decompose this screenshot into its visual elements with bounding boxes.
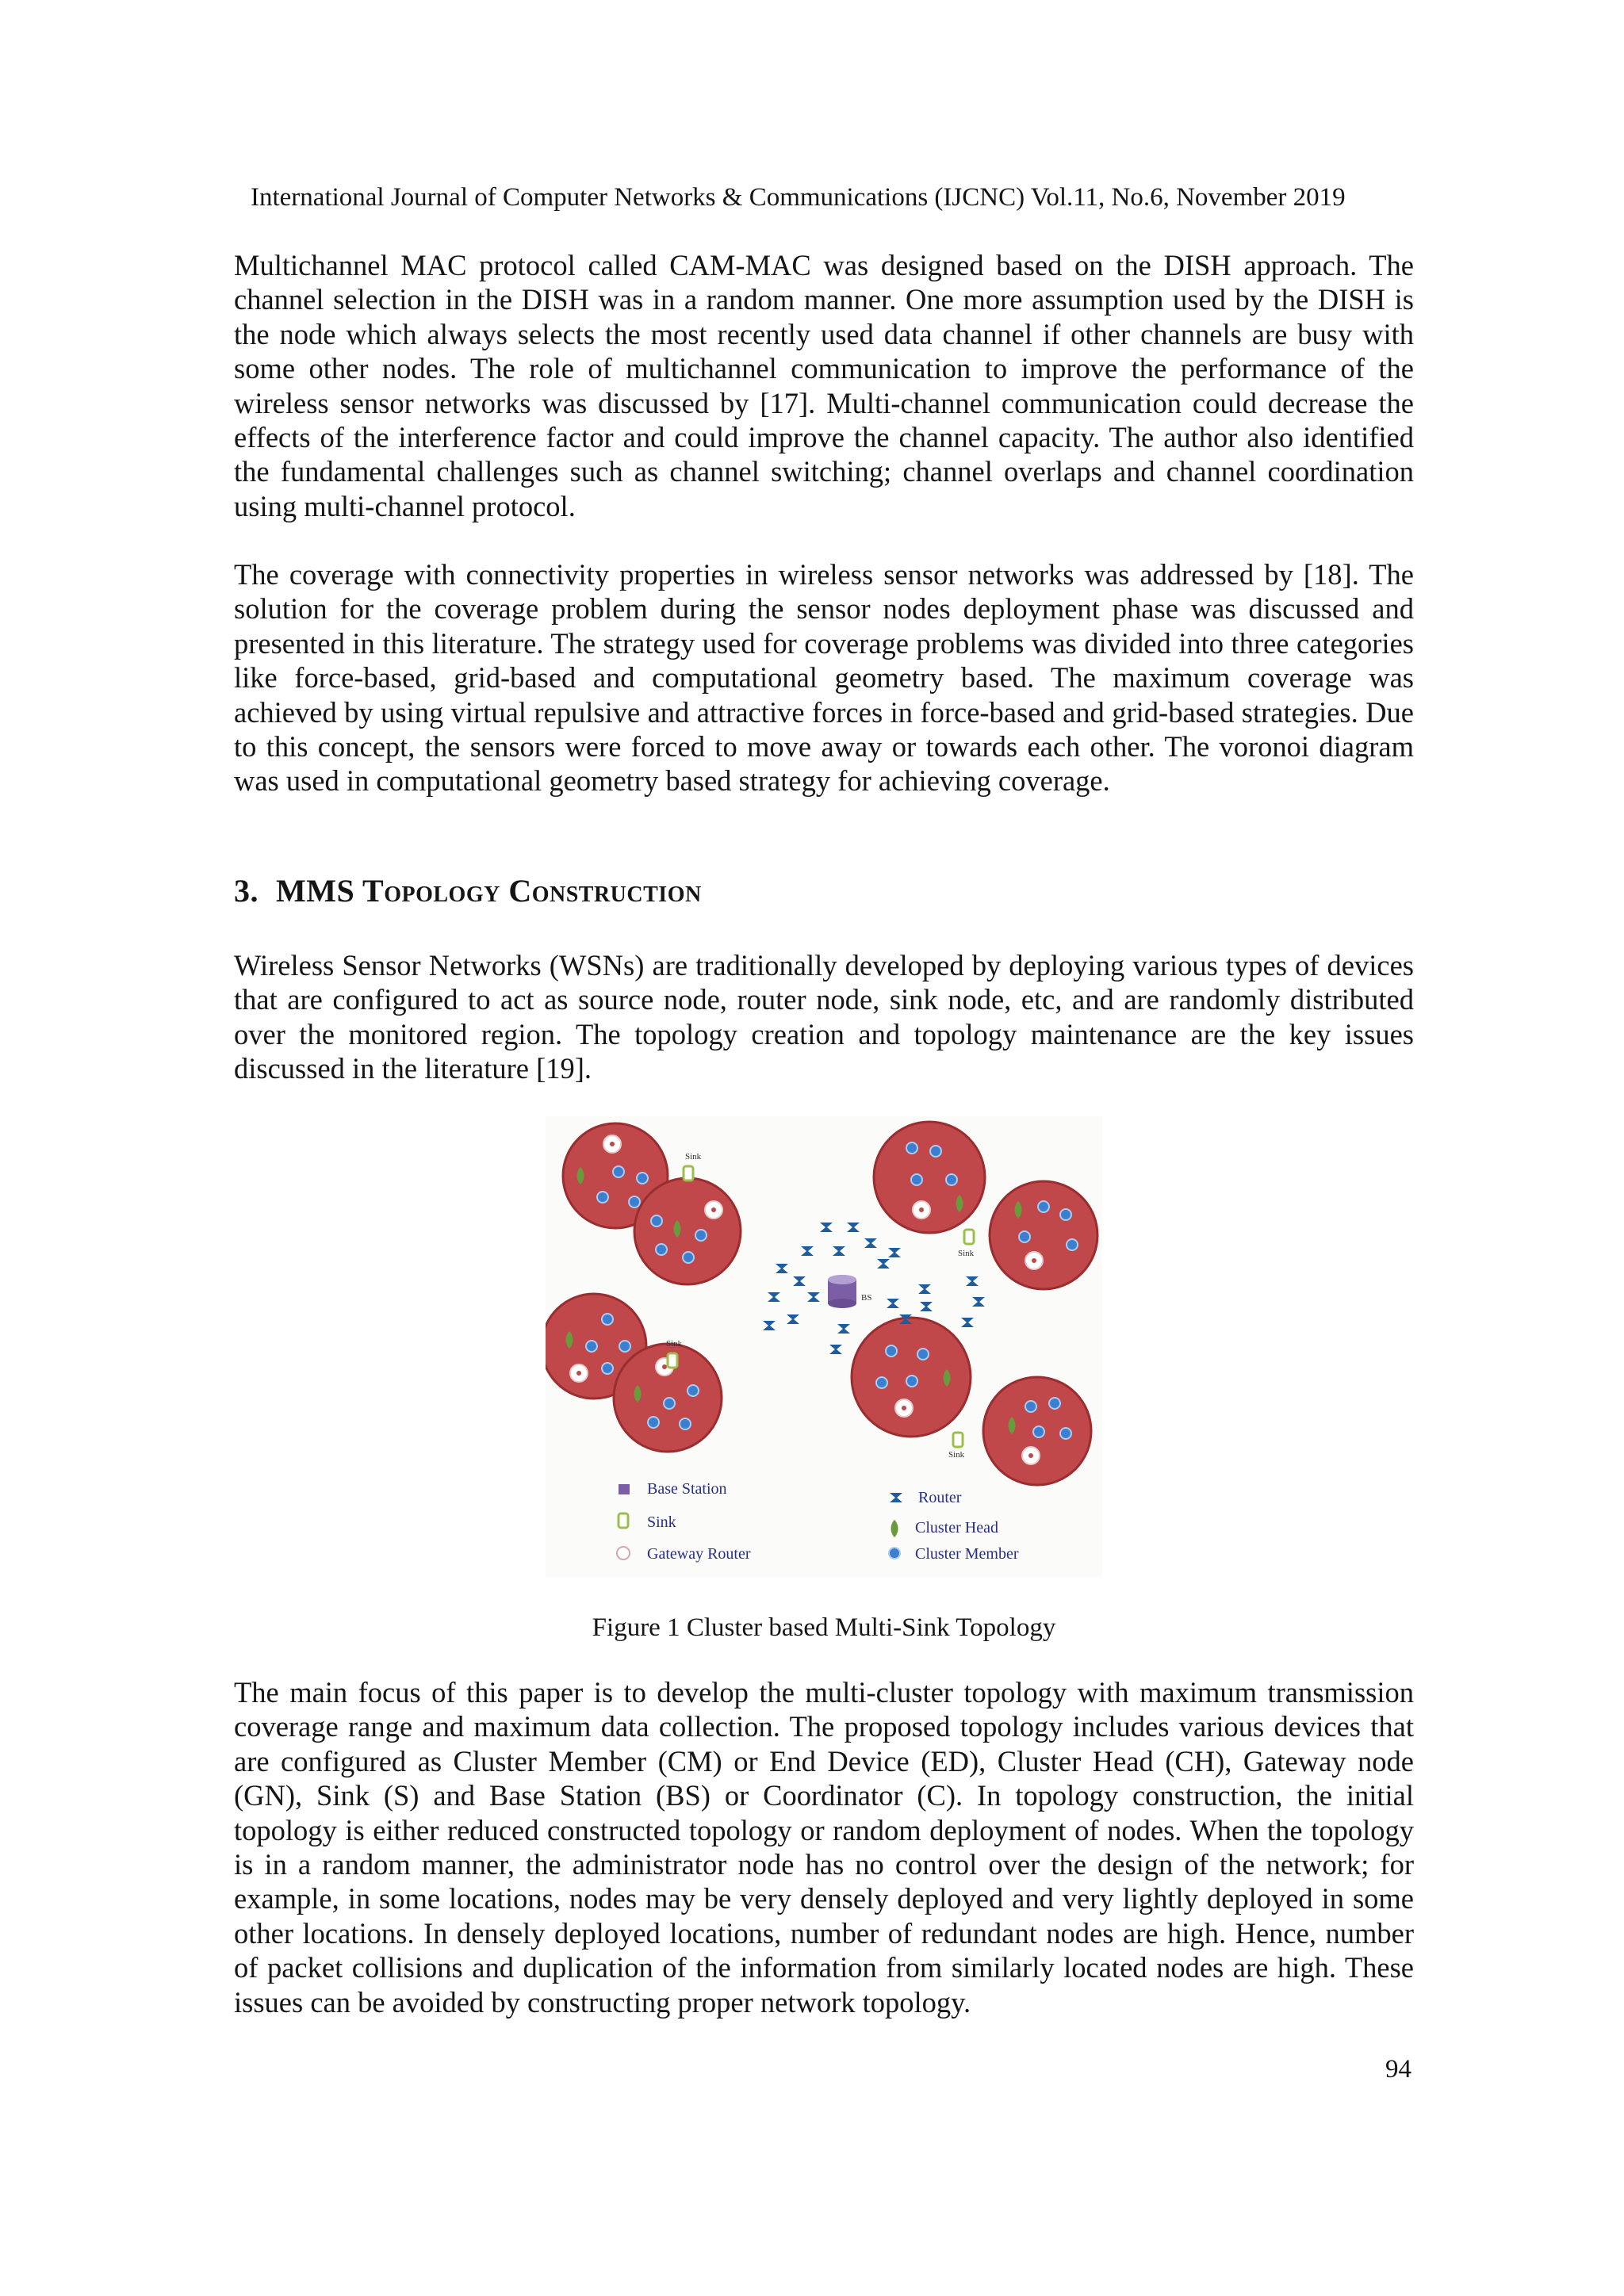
cluster-member-icon xyxy=(1019,1231,1030,1242)
legend-cluster-member xyxy=(889,1545,1019,1563)
sink-icon xyxy=(619,1513,628,1528)
cluster-member-icon xyxy=(876,1377,887,1388)
sink-label: Sink xyxy=(958,1249,975,1258)
cluster-3 xyxy=(874,1122,985,1233)
cluster-member-icon xyxy=(1025,1401,1036,1412)
cluster-member-icon xyxy=(602,1363,613,1374)
cluster-member-icon xyxy=(613,1166,624,1177)
cluster-4 xyxy=(990,1181,1097,1289)
gateway-router-icon xyxy=(617,1547,630,1559)
gateway-router-icon xyxy=(570,1364,588,1382)
router-icon xyxy=(763,1321,776,1330)
legend-sink-label: Sink xyxy=(647,1513,676,1531)
cluster-member-icon xyxy=(597,1192,608,1203)
gateway-router-icon xyxy=(913,1201,930,1219)
cluster-2 xyxy=(634,1178,741,1284)
paragraph-3: Wireless Sensor Networks (WSNs) are traditionally developed by deploying various types of devices that are configured to act as source node, router node, sink node, etc, and are randomly distributed over the monitored region. The topology creation and topology maintenance are the key issues discussed in the literature [19]. xyxy=(234,949,1414,1085)
router-icon xyxy=(887,1299,899,1308)
cluster-member-icon xyxy=(1033,1426,1044,1437)
router-icon xyxy=(920,1302,933,1311)
cluster-member-icon xyxy=(917,1349,929,1360)
cluster-member-icon xyxy=(602,1314,613,1325)
router-icon xyxy=(961,1318,974,1327)
cluster-member-icon xyxy=(651,1215,662,1226)
topology-figure xyxy=(546,1116,1102,1578)
section-number: 3. xyxy=(234,873,259,909)
sink-top-left xyxy=(684,1152,702,1181)
cluster-8 xyxy=(983,1377,1091,1485)
cluster-member-icon xyxy=(664,1398,675,1409)
legend-cluster-head xyxy=(891,1519,998,1537)
legend-gateway-router-label: Gateway Router xyxy=(647,1545,751,1563)
router-icon xyxy=(847,1223,860,1232)
paragraph-2: The coverage with connectivity properties in wireless sensor networks was addressed by [18]. The solution for the coverage problem during the sensor nodes deployment phase was discussed and presented in this literature. The strategy used for coverage problems was divided into three categories like force-based, grid-based and computational geometry based. The maximum coverage was achieved by using virtual repulsive and attractive forces in force-based and grid-based strategies. Due to this concept, the sensors were forced to move away or towards each other. The voronoi diagram was used in computational geometry based strategy for achieving coverage. xyxy=(234,558,1414,798)
cluster-member-icon xyxy=(648,1417,659,1428)
legend-router xyxy=(890,1489,962,1506)
cluster-member-icon xyxy=(629,1196,640,1207)
router-icon xyxy=(768,1292,780,1302)
figure-legend xyxy=(617,1480,1019,1563)
router-icon xyxy=(864,1238,877,1248)
legend-router-label: Router xyxy=(918,1489,962,1506)
router-icon xyxy=(820,1223,833,1232)
paragraph-1: Multichannel MAC protocol called CAM-MAC was designed based on the DISH approach. The channel selection in the DISH was in a random manner. One more assumption used by the DISH is the node which always selects the most recently used data channel if other channels are busy with some other nodes. The role of multichannel communication to improve the performance of the wireless sensor networks was discussed by [17]. Multi-channel communication could decrease the effects of the interference factor and could improve the channel capacity. The author also identified the fundamental challenges such as channel switching; channel overlaps and channel coordination using multi-channel protocol. xyxy=(234,249,1414,522)
base-station-icon xyxy=(619,1484,630,1494)
cluster-member-icon xyxy=(906,1376,917,1387)
cluster-member-icon xyxy=(1038,1201,1049,1212)
gateway-router-icon xyxy=(1022,1447,1040,1464)
cluster-member-icon xyxy=(930,1146,941,1157)
cluster-member-icon xyxy=(886,1345,897,1357)
cluster-member-icon xyxy=(906,1142,917,1154)
figure-caption: Figure 1 Cluster based Multi-Sink Topology xyxy=(592,1613,1056,1642)
sink-label: Sink xyxy=(666,1339,683,1349)
router-icon xyxy=(787,1314,799,1324)
cluster-member-icon xyxy=(1049,1398,1060,1409)
router-icon xyxy=(801,1246,814,1256)
cluster-member-icon xyxy=(586,1341,597,1352)
cluster-member-icon xyxy=(1060,1428,1071,1439)
section-heading xyxy=(234,872,702,910)
legend-base-station-label: Base Station xyxy=(647,1480,727,1498)
sink-icon xyxy=(668,1353,677,1368)
sink-icon xyxy=(964,1230,974,1244)
router-icon xyxy=(972,1297,985,1307)
cluster-member-icon xyxy=(946,1174,957,1185)
cluster-member-icon xyxy=(688,1385,699,1396)
cluster-member-icon xyxy=(695,1230,707,1241)
cluster-head-icon xyxy=(891,1520,898,1537)
cluster-member-icon xyxy=(889,1548,900,1559)
router-icon xyxy=(829,1345,842,1354)
sink-label: Sink xyxy=(948,1450,965,1460)
router-icon xyxy=(918,1284,931,1294)
page-number: 94 xyxy=(1385,2055,1411,2084)
section-title-text: MMS Topology Construction xyxy=(276,873,702,909)
legend-gateway-router xyxy=(617,1545,751,1563)
cluster-member-icon xyxy=(683,1252,694,1263)
gateway-router-icon xyxy=(895,1399,913,1417)
legend-base-station xyxy=(619,1480,727,1498)
cluster-member-icon xyxy=(680,1418,691,1429)
router-icon xyxy=(890,1493,902,1502)
router-icon xyxy=(837,1324,850,1334)
sink-right xyxy=(958,1230,975,1258)
legend-sink xyxy=(619,1513,676,1531)
legend-cluster-member-label: Cluster Member xyxy=(915,1545,1019,1563)
gateway-router-icon xyxy=(1025,1252,1043,1269)
bs-label: BS xyxy=(861,1293,872,1303)
router-icon xyxy=(793,1276,806,1286)
router-icon xyxy=(776,1264,788,1273)
legend-cluster-head-label: Cluster Head xyxy=(915,1519,998,1536)
cluster-member-icon xyxy=(656,1244,667,1255)
cluster-7 xyxy=(852,1318,971,1437)
cluster-member-icon xyxy=(911,1174,922,1185)
journal-header: International Journal of Computer Networks & Communications (IJCNC) Vol.11, No.6, November 2019 xyxy=(251,183,1346,212)
topology-diagram xyxy=(546,1116,1102,1578)
sink-icon xyxy=(953,1433,963,1447)
sink-label: Sink xyxy=(685,1152,702,1161)
paragraph-4: The main focus of this paper is to develop the multi-cluster topology with maximum transmission coverage range and maximum data collection. The proposed topology includes various devices that are configured as Cluster Member (CM) or End Device (ED), Cluster Head (CH), Gateway node (GN), Sink (S) and Base Station (BS) or Coordinator (C). In topology construction, the initial topology is either reduced constructed topology or random deployment of nodes. When the topology is in a random manner, the administrator node has no control over the design of the network; for example, in some locations, nodes may be very densely deployed and very lightly deployed in some other locations. In densely deployed locations, number of redundant nodes are high. Hence, number of packet collisions and duplication of the information from similarly located nodes are high. These issues can be avoided by constructing proper network topology. xyxy=(234,1676,1414,2019)
sink-bottom xyxy=(948,1433,965,1460)
cluster-member-icon xyxy=(619,1341,630,1352)
router-icon xyxy=(888,1248,901,1257)
base-station xyxy=(828,1275,871,1308)
router-icon xyxy=(877,1259,890,1269)
gateway-router-icon xyxy=(705,1201,722,1219)
cluster-member-icon xyxy=(637,1173,648,1184)
router-icon xyxy=(833,1246,845,1256)
gateway-router-icon xyxy=(603,1135,621,1153)
cluster-member-icon xyxy=(1060,1209,1071,1220)
cluster-member-icon xyxy=(1067,1239,1078,1250)
sink-icon xyxy=(684,1166,693,1181)
router-icon xyxy=(807,1292,820,1302)
router-icon xyxy=(966,1276,979,1286)
